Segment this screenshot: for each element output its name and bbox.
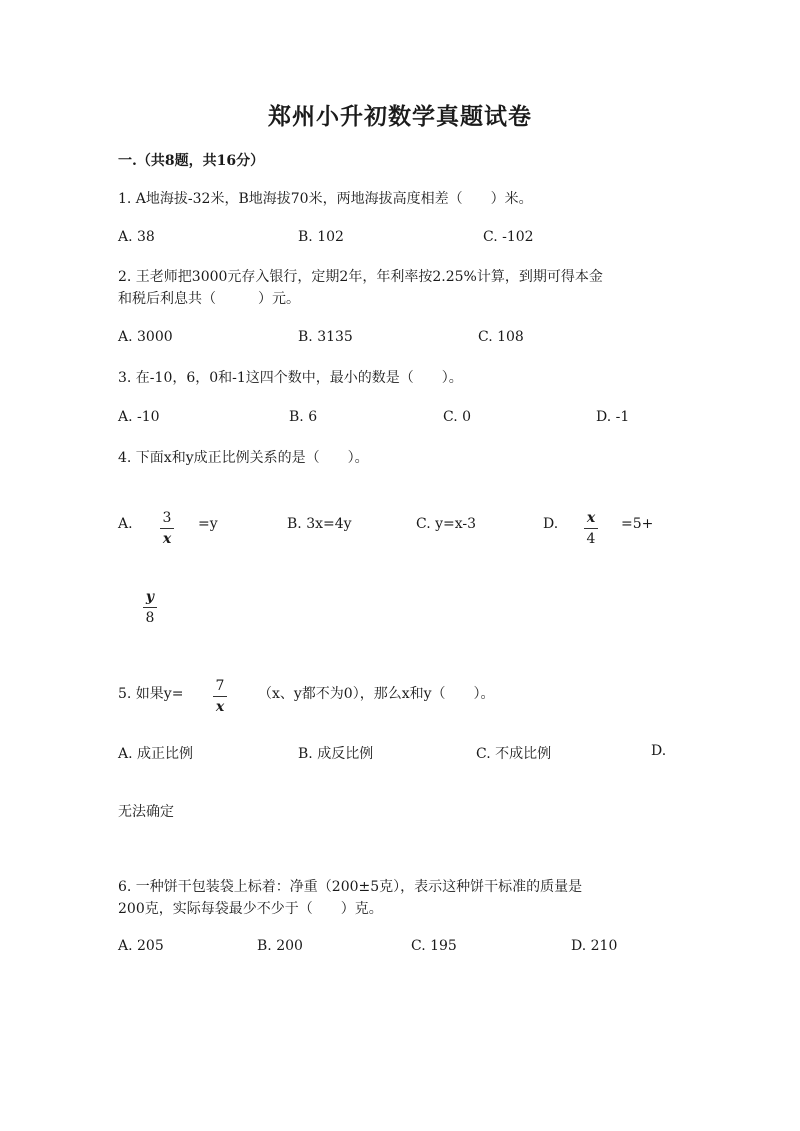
q4-option-a-label[interactable]: A.: [118, 516, 133, 532]
fraction-numerator: 7: [215, 678, 225, 694]
q1-option-c[interactable]: C. -102: [483, 229, 534, 245]
q5-option-a[interactable]: A. 成正比例: [118, 746, 194, 762]
question-4-text: 4. 下面x和y成正比例关系的是（ ）。: [118, 450, 369, 466]
q6-option-c[interactable]: C. 195: [411, 938, 457, 954]
fraction-denominator: x: [162, 531, 172, 547]
question-5-suffix: （x、y都不为0），那么x和y（ ）。: [258, 686, 495, 702]
q4-option-d-label[interactable]: D.: [543, 516, 559, 532]
q2-option-c[interactable]: C. 108: [478, 329, 524, 345]
fraction-denominator: 8: [145, 610, 155, 626]
question-5-prefix: 5. 如果y=: [118, 686, 184, 702]
q6-option-a[interactable]: A. 205: [118, 938, 164, 954]
fraction-denominator: x: [215, 699, 225, 715]
q5-option-b[interactable]: B. 成反比例: [298, 746, 374, 762]
question-2-line-2: 和税后利息共（ ）元。: [118, 291, 300, 307]
q4-option-d-rest: =5+: [621, 516, 654, 532]
question-3-text: 3. 在-10，6，0和-1这四个数中，最小的数是（ ）。: [118, 370, 463, 386]
q1-option-a[interactable]: A. 38: [118, 229, 155, 245]
q6-option-b[interactable]: B. 200: [257, 938, 303, 954]
fraction-numerator: 3: [162, 510, 172, 526]
fraction-numerator: x: [586, 510, 596, 526]
q4-option-b[interactable]: B. 3x=4y: [287, 516, 352, 532]
q3-option-a[interactable]: A. -10: [118, 409, 160, 425]
q5-fraction: [213, 678, 227, 715]
q4-option-d-fraction: [584, 510, 598, 547]
q4-option-a-rest: =y: [198, 516, 218, 532]
q5-option-c[interactable]: C. 不成比例: [476, 746, 552, 762]
q6-option-d[interactable]: D. 210: [571, 938, 618, 954]
question-2-line-1: 2. 王老师把3000元存入银行，定期2年，年利率按2.25%计算，到期可得本金: [118, 269, 603, 285]
q2-option-a[interactable]: A. 3000: [118, 329, 173, 345]
question-6-line-2: 200克，实际每袋最少不少于（ ）克。: [118, 901, 383, 917]
q3-option-c[interactable]: C. 0: [443, 409, 472, 425]
q2-option-b[interactable]: B. 3135: [298, 329, 353, 345]
section-heading: 一.（共8题，共16分）: [118, 153, 265, 169]
question-6-line-1: 6. 一种饼干包装袋上标着：净重（200±5克），表示这种饼干标准的质量是: [118, 879, 583, 895]
q4-option-c[interactable]: C. y=x-3: [416, 516, 477, 532]
q3-option-d[interactable]: D. -1: [596, 409, 630, 425]
fraction-denominator: 4: [586, 531, 596, 547]
page-title: 郑州小升初数学真题试卷: [268, 103, 532, 130]
fraction-numerator: y: [145, 589, 155, 605]
q5-option-d-continued[interactable]: 无法确定: [118, 804, 174, 820]
q4-option-a-fraction: [160, 510, 174, 547]
q1-option-b[interactable]: B. 102: [298, 229, 344, 245]
q3-option-b[interactable]: B. 6: [289, 409, 318, 425]
q5-option-d[interactable]: D.: [651, 743, 667, 759]
question-1-text: 1. A地海拔-32米，B地海拔70米，两地海拔高度相差（ ）米。: [118, 191, 533, 207]
q4-option-d-fraction-2: [143, 589, 157, 626]
